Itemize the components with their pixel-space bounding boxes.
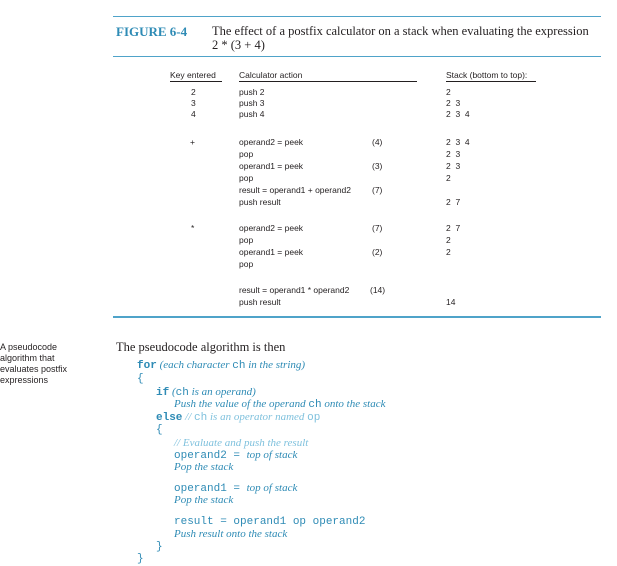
action-cell: operand1 = peek <box>239 247 304 257</box>
value-cell: (3) <box>372 161 383 171</box>
action-cell: operand1 = peek <box>239 161 304 171</box>
value-cell: (2) <box>372 247 383 257</box>
value-cell: (7) <box>372 223 383 233</box>
code-text: operand1 = <box>174 483 247 495</box>
code-text: is an operand) <box>188 386 256 398</box>
action-cell: push result <box>239 297 281 307</box>
code-comment: // Evaluate and push the result <box>174 437 309 449</box>
stack-cell: 2 <box>446 247 451 257</box>
figure-title-line2: 2 * (3 + 4) <box>212 38 265 52</box>
margin-note-line1: A pseudocode <box>0 342 58 352</box>
key-cell: 4 <box>191 109 196 119</box>
key-cell: 2 <box>191 87 196 97</box>
keyword-if: if <box>156 387 170 399</box>
figure-title-rule <box>113 56 601 57</box>
intro-text: The pseudocode algorithm is then <box>116 340 286 354</box>
code-open-brace: { <box>137 373 144 385</box>
action-cell: pop <box>239 149 254 159</box>
code-comment-var: op <box>307 412 321 424</box>
action-cell: push result <box>239 197 281 207</box>
value-cell: (4) <box>372 137 383 147</box>
action-cell: push 4 <box>239 109 265 119</box>
code-comment: // <box>182 411 195 423</box>
stack-cell: 2 7 <box>446 223 461 233</box>
code-var: ch <box>308 399 322 411</box>
code-var: ch <box>232 360 246 372</box>
code-text: (each character <box>156 359 233 371</box>
figure-title-line1: The effect of a postfix calculator on a stack when evaluating the expression <box>212 24 589 38</box>
value-cell: (7) <box>372 185 383 195</box>
code-line-result: result = operand1 op operand2 <box>174 516 366 528</box>
stack-cell: 2 <box>446 173 451 183</box>
header-stack: Stack (bottom to top): <box>446 70 536 82</box>
keyword-for: for <box>137 360 157 372</box>
margin-note-line3: evaluates postfix <box>0 364 68 374</box>
action-cell: pop <box>239 173 254 183</box>
key-cell: 3 <box>191 98 196 108</box>
stack-cell: 2 7 <box>446 197 461 207</box>
action-cell: operand2 = peek <box>239 137 304 147</box>
stack-cell: 2 <box>446 87 451 97</box>
code-close-brace: } <box>137 553 144 565</box>
code-line-push-result: Push result onto the stack <box>174 528 288 540</box>
stack-cell: 2 3 4 <box>446 109 470 119</box>
code-text: in the string) <box>245 359 306 371</box>
action-cell: push 2 <box>239 87 265 97</box>
stack-cell: 14 <box>446 297 456 307</box>
code-text: top of stack <box>246 449 298 461</box>
code-close-brace: } <box>156 541 163 553</box>
code-comment-var: ch <box>194 412 208 424</box>
code-text: Push the value of the operand <box>174 398 309 410</box>
code-line-pop: Pop the stack <box>174 461 234 473</box>
code-text: top of stack <box>246 482 298 494</box>
figure-label: FIGURE 6-4 <box>116 24 188 39</box>
code-text: onto the stack <box>321 398 386 410</box>
action-cell: pop <box>239 235 254 245</box>
stack-cell: 2 <box>446 235 451 245</box>
action-cell: push 3 <box>239 98 265 108</box>
action-cell: result = operand1 + operand2 <box>239 185 352 195</box>
code-open-brace: { <box>156 424 163 436</box>
header-key-entered: Key entered <box>170 70 222 82</box>
stack-cell: 2 3 <box>446 161 461 171</box>
figure-top-rule <box>113 16 601 17</box>
code-text: ( <box>169 386 176 398</box>
action-cell: pop <box>239 259 254 269</box>
margin-note-line2: algorithm that <box>0 353 55 363</box>
stack-cell: 2 3 4 <box>446 137 470 147</box>
code-line-else <box>156 411 320 425</box>
key-cell: * <box>191 223 195 233</box>
value-cell: (14) <box>370 285 386 295</box>
margin-note-line4: expressions <box>0 375 49 385</box>
action-cell: operand2 = peek <box>239 223 304 233</box>
keyword-else: else <box>156 412 183 424</box>
figure-bottom-rule <box>113 316 601 318</box>
header-calculator-action: Calculator action <box>239 70 417 82</box>
stack-cell: 2 3 <box>446 149 461 159</box>
key-cell: + <box>190 137 195 147</box>
code-line-push <box>174 398 385 412</box>
code-comment: is an operator named <box>207 411 308 423</box>
stack-cell: 2 3 <box>446 98 461 108</box>
action-cell: result = operand1 * operand2 <box>239 285 350 295</box>
code-line-pop: Pop the stack <box>174 494 234 506</box>
code-var: ch <box>175 387 189 399</box>
code-line-for <box>137 359 305 373</box>
code-text: operand2 = <box>174 450 247 462</box>
